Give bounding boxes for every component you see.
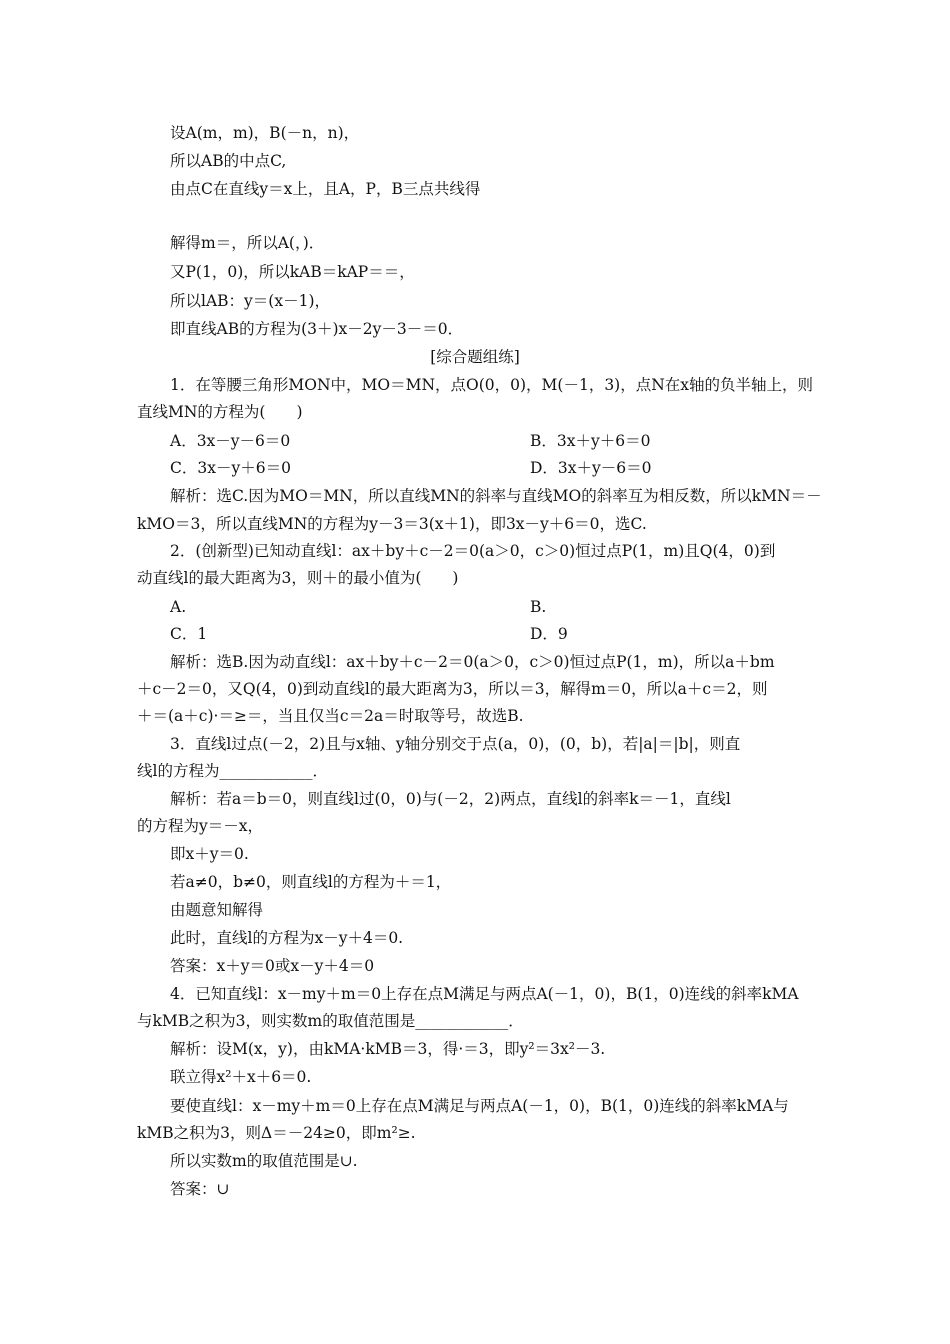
solution-line: 解析：选C.因为MO＝MN，所以直线MN的斜率与直线MO的斜率互为相反数，所以kMN＝－: [170, 487, 822, 505]
question-3-line: 3．直线l过点(－2，2)且与x轴、y轴分别交于点(a，0)，(0，b)，若|a|＝|b|，则直: [170, 735, 741, 753]
text-line: 所以AB的中点C,: [170, 152, 287, 170]
solution-line: 即x＋y＝0.: [170, 845, 249, 863]
question-1-line: 直线MN的方程为( ): [137, 403, 303, 421]
solution-line: kMB之积为3，则Δ＝－24≥0，即m²≥.: [137, 1124, 416, 1142]
option-b: B.: [530, 598, 547, 616]
option-b: B．3x＋y＋6＝0: [530, 432, 651, 450]
solution-line: 所以实数m的取值范围是∪.: [170, 1152, 358, 1170]
option-a: A．3x－y－6＝0: [170, 432, 291, 450]
text-line: 所以lAB：y＝(x－1)，: [170, 292, 330, 310]
answer-line: 答案：∪: [170, 1180, 230, 1198]
option-a: A.: [170, 598, 187, 616]
solution-line: 解析：设M(x，y)，由kMA·kMB＝3，得·＝3，即y²＝3x²－3.: [170, 1040, 606, 1058]
solution-line: 解析：若a＝b＝0，则直线l过(0，0)与(－2，2)两点，直线l的斜率k＝－1，直线l: [170, 790, 731, 808]
solution-line: 解析：选B.因为动直线l：ax＋by＋c－2＝0(a＞0，c＞0)恒过点P(1，m)，所以a＋bm: [170, 653, 775, 671]
solution-line: kMO＝3，所以直线MN的方程为y－3＝3(x＋1)，即3x－y＋6＝0，选C.: [137, 515, 647, 533]
text-line: 设A(m，m)，B(－n，n)，: [170, 124, 360, 142]
answer-line: 答案：x＋y＝0或x－y＋4＝0: [170, 957, 375, 975]
text-line: 又P(1，0)，所以kAB＝kAP＝＝，: [170, 263, 415, 281]
question-4-line: 4．已知直线l：x－my＋m＝0上存在点M满足与两点A(－1，0)，B(1，0)连线的斜率kMA: [170, 985, 799, 1003]
question-3-line: 线l的方程为____________．: [137, 762, 328, 780]
solution-line: 此时，直线l的方程为x－y＋4＝0.: [170, 929, 404, 947]
solution-line: 的方程为y＝－x，: [137, 817, 263, 835]
question-2-line: 2．(创新型)已知动直线l：ax＋by＋c－2＝0(a＞0，c＞0)恒过点P(1，m)且Q(4，0)到: [170, 542, 776, 560]
solution-line: 联立得x²＋x＋6＝0.: [170, 1068, 312, 1086]
option-c: C．1: [170, 625, 208, 643]
solution-line: 由题意知解得: [170, 901, 264, 919]
option-d: D．9: [530, 625, 568, 643]
text-line: 即直线AB的方程为(3＋)x－2y－3－＝0．: [170, 320, 464, 338]
solution-line: 若a≠0，b≠0，则直线l的方程为＋＝1，: [170, 873, 452, 891]
section-heading: [综合题组练]: [430, 348, 520, 366]
option-d: D．3x＋y－6＝0: [530, 459, 652, 477]
question-1-line: 1．在等腰三角形MON中，MO＝MN，点O(0，0)，M(－1，3)，点N在x轴的负半轴上，则: [170, 376, 814, 394]
solution-line: ＋c－2＝0，又Q(4，0)到动直线l的最大距离为3，所以＝3，解得m＝0，所以a＋c＝2，则: [137, 680, 768, 698]
option-c: C．3x－y＋6＝0: [170, 459, 291, 477]
question-4-line: 与kMB之积为3，则实数m的取值范围是____________．: [137, 1012, 524, 1030]
text-line: 由点C在直线y＝x上，且A，P，B三点共线得: [170, 180, 481, 198]
question-2-line: 动直线l的最大距离为3，则＋的最小值为( ): [137, 569, 459, 587]
solution-line: 要使直线l：x－my＋m＝0上存在点M满足与两点A(－1，0)，B(1，0)连线的斜率kMA与: [170, 1097, 789, 1115]
solution-line: ＋＝(a＋c)·＝≥＝，当且仅当c＝2a＝时取等号，故选B.: [137, 707, 524, 725]
text-line: 解得m＝，所以A(，)．: [170, 234, 325, 252]
